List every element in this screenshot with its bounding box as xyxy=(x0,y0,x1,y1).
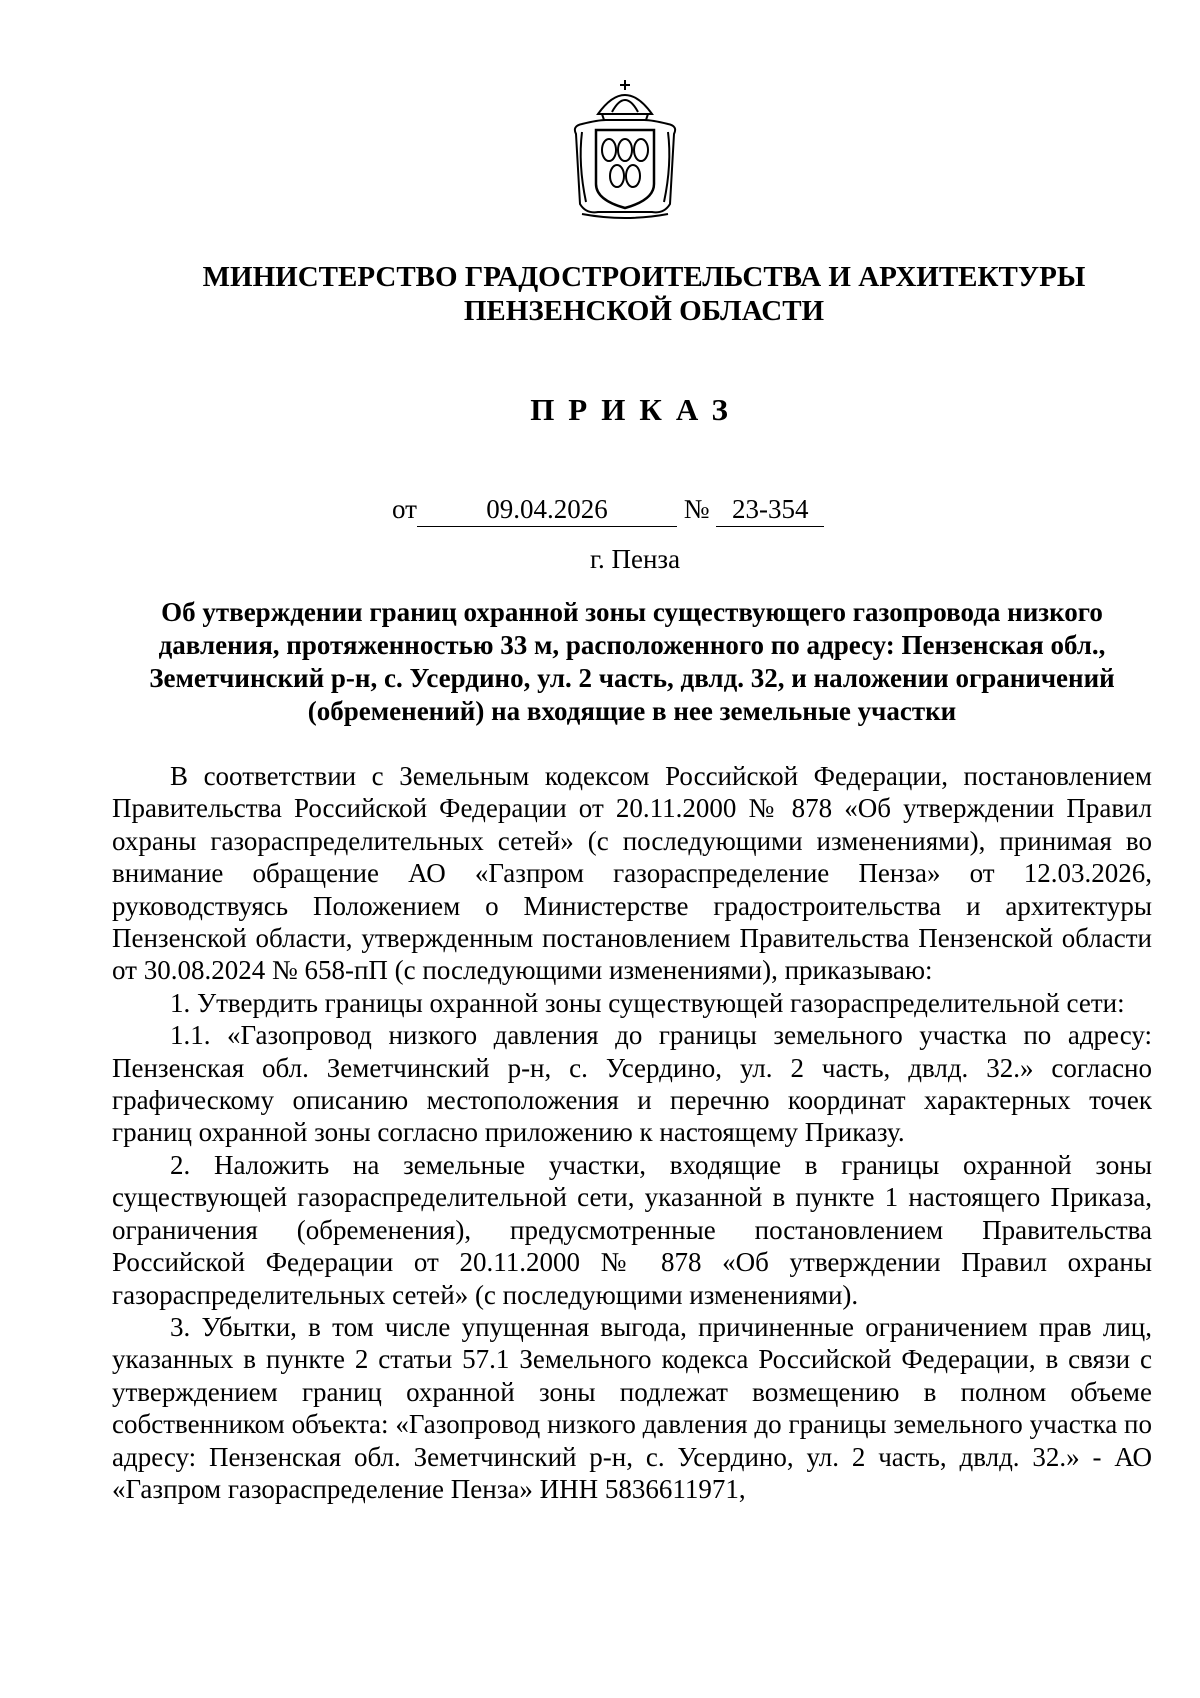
order-date: 09.04.2026 xyxy=(417,492,677,527)
date-prefix: от xyxy=(392,494,417,524)
order-subject xyxy=(112,596,1152,728)
subject-line-2: давления, протяженностью 33 м, расположенного по адресу: Пензенская обл., xyxy=(158,630,1106,660)
body-paragraph-item-1-1: 1.1. «Газопровод низкого давления до границы земельного участка по адресу: Пензенская обл. Земетчинский р-н, с. Усердино, ул. 2 часть, двлд. 32.» согласно графическому описанию местоположения и перечню координат характерных точек границ охранной зоны согласно приложению к настоящему Приказу. xyxy=(112,1020,1152,1148)
subject-line-4: (обременений) на входящие в нее земельные участки xyxy=(307,696,957,726)
body-paragraph-item-1: 1. Утвердить границы охранной зоны существующей газораспределительной сети: xyxy=(170,987,1125,1018)
coat-of-arms-icon xyxy=(568,74,682,224)
subject-line-1: Об утверждении границ охранной зоны существующего газопровода низкого xyxy=(161,597,1103,627)
body-paragraph-item-3: 3. Убытки, в том числе упущенная выгода, причиненные ограничением прав лиц, указанных в пункте 2 статьи 57.1 Земельного кодекса Российской Федерации, в связи с утверждением границ охранной зоны подлежат возмещению в полном объеме собственником объекта: «Газопровод низкого давления до границы земельного участка по адресу: Пензенская обл. Земетчинский р-н, с. Усердино, ул. 2 часть, двлд. 32.» - АО «Газпром газораспределение Пенза» ИНН 5836611971, xyxy=(112,1311,1152,1504)
ministry-name xyxy=(0,260,1200,328)
order-body xyxy=(112,760,1152,1505)
order-number: 23-354 xyxy=(716,492,824,527)
order-city: г. Пенза xyxy=(589,544,681,574)
subject-line-3: Земетчинский р-н, с. Усердино, ул. 2 часть, двлд. 32, и наложении ограничений xyxy=(149,663,1115,693)
body-paragraph-item-2: 2. Наложить на земельные участки, входящие в границы охранной зоны существующей газораспределительной сети, указанной в пункте 1 настоящего Приказа, ограничения (обременения), предусмотренные постановлением Правительства Российской Федерации от 20.11.2000 № 878 «Об утверждении Правил охраны газораспределительных сетей» (с последующими изменениями). xyxy=(112,1149,1152,1310)
body-paragraph-preamble: В соответствии с Земельным кодексом Российской Федерации, постановлением Правительства Российской Федерации от 20.11.2000 № 878 «Об утверждении Правил охраны газораспределительных сетей» (с последующими изменениями), принимая во внимание обращение АО «Газпром газораспределение Пенза» от 12.03.2026, руководствуясь Положением о Министерстве градостроительства и архитектуры Пензенской области, утвержденным постановлением Правительства Пензенской области от 30.08.2024 № 658-пП (с последующими изменениями), приказываю: xyxy=(112,761,1152,986)
ministry-line-1: МИНИСТЕРСТВО ГРАДОСТРОИТЕЛЬСТВА И АРХИТЕКТУРЫ xyxy=(202,261,1086,293)
order-title: ПРИКАЗ xyxy=(530,392,742,427)
ministry-line-2: ПЕНЗЕНСКОЙ ОБЛАСТИ xyxy=(463,295,825,327)
order-date-number xyxy=(392,492,824,527)
number-prefix: № xyxy=(683,494,710,524)
